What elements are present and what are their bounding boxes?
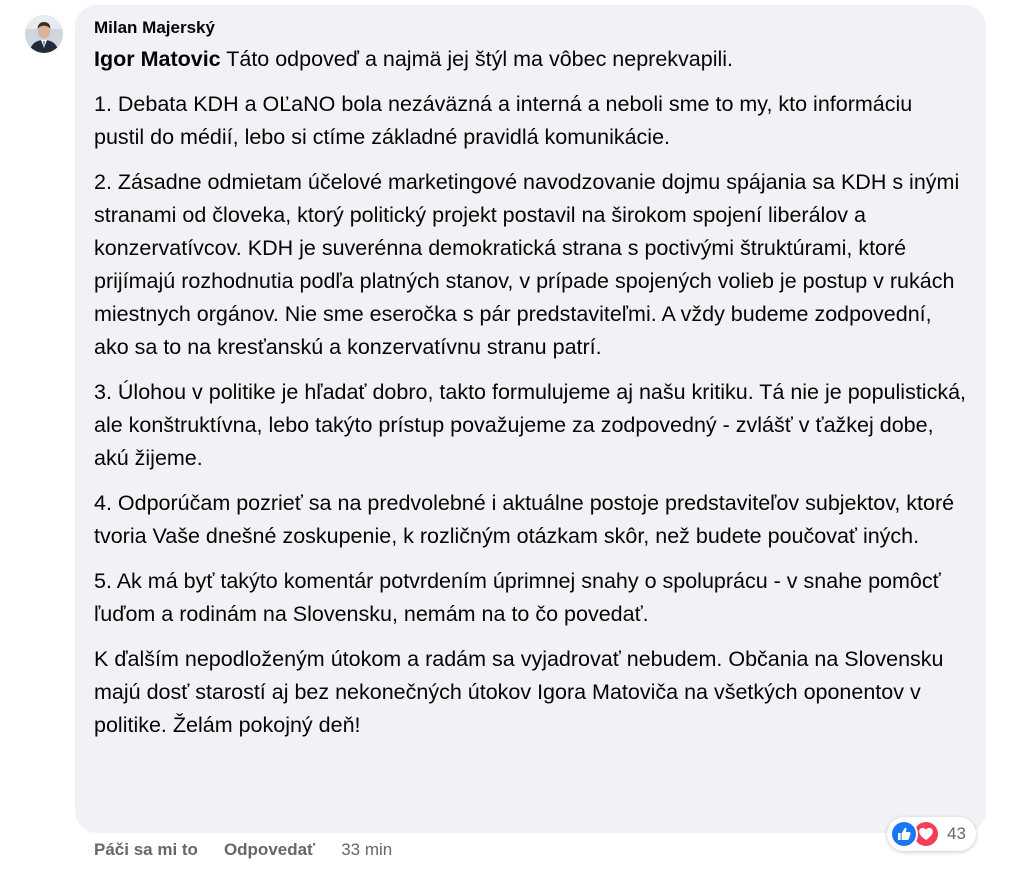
comment-paragraph: 2. Zásadne odmietam účelové marketingové navodzovanie dojmu spájania sa KDH s inými stranami od človeka, ktorý politický projekt postavil na širokom spojení liberálov a konzervatívcov. KDH je suverénna demokratická strana s poctivými štruktúrami, ktoré prijímajú rozhodnutia podľa platných stanov, v prípade spojených volieb je postup v rukách miestnych orgánov. Nie sme eseročka s pár predstaviteľmi. A vždy budeme zodpovední, ako sa to na kresťanskú a konzervatívnu stranu patrí. <box>94 170 960 359</box>
comment-paragraph: 3. Úlohou v politike je hľadať dobro, takto formulujeme aj našu kritiku. Tá nie je populistická, ale konštruktívna, lebo takýto prístup považujeme za zodpovedný - zvlášť v ťažkej dobe, akú žijeme. <box>94 380 967 470</box>
comment-bubble <box>75 5 986 833</box>
paragraph-text: Táto odpoveď a najmä jej štýl ma vôbec neprekvapili. <box>220 47 734 71</box>
avatar[interactable] <box>25 15 63 53</box>
reactions-summary[interactable] <box>887 817 976 851</box>
comment-actions <box>94 838 392 862</box>
like-button[interactable]: Páči sa mi to <box>94 840 198 859</box>
comment-timestamp[interactable]: 33 min <box>341 840 393 859</box>
comment-author[interactable]: Milan Majerský <box>94 18 215 37</box>
comment-paragraph: 1. Debata KDH a OĽaNO bola nezáväzná a interná a neboli sme to my, kto informáciu pustil do médií, lebo si ctíme základné pravidlá komunikácie. <box>94 92 913 149</box>
mention-link[interactable]: Igor Matovic <box>94 47 221 71</box>
comment-paragraph: 5. Ak má byť takýto komentár potvrdením úprimnej snahy o spoluprácu - v snahe pomôcť ľuďom a rodinám na Slovensku, nemám na to čo povedať. <box>94 569 941 626</box>
like-icon <box>890 820 918 848</box>
reply-button[interactable]: Odpovedať <box>223 840 316 859</box>
avatar-image <box>25 15 63 53</box>
comment-paragraph <box>94 43 968 76</box>
thread-line <box>8 0 10 40</box>
comment-paragraph: 4. Odporúčam pozrieť sa na predvolebné i aktuálne postoje predstaviteľov subjektov, ktoré tvoria Vaše dnešné zoskupenie, k rozličným otázkam skôr, než budete poučovať iných. <box>94 491 955 548</box>
comment-paragraph: K ďalším nepodloženým útokom a radám sa vyjadrovať nebudem. Občania na Slovensku majú dosť starostí aj bez nekonečných útokov Igora Matoviča na všetkých oponentov v politike. Želám pokojný deň! <box>94 647 944 737</box>
reaction-count: 43 <box>947 824 966 843</box>
